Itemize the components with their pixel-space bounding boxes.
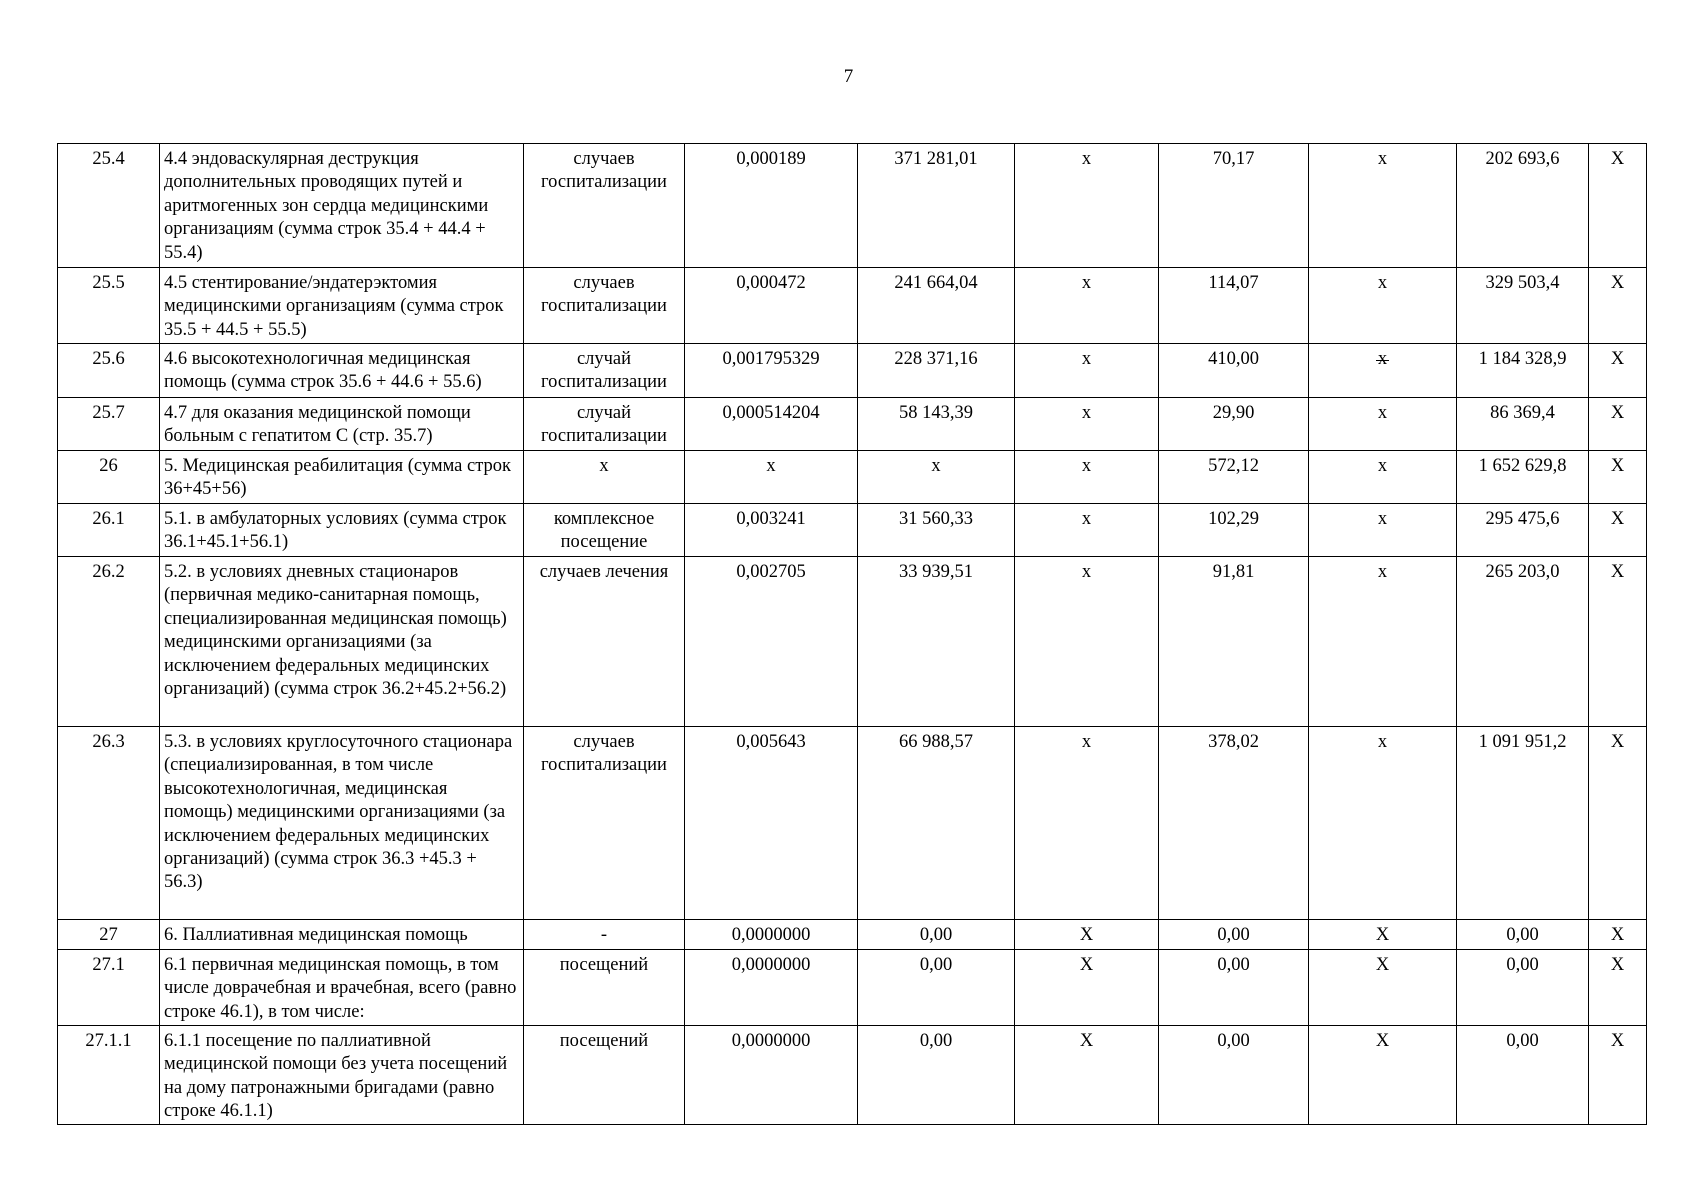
row-unit: случаев лечения (524, 557, 685, 727)
row-col8: х (1309, 557, 1457, 727)
row-col8: Х (1309, 920, 1457, 950)
row-name: 4.7 для оказания медицинской помощи больным с гепатитом С (стр. 35.7) (160, 398, 524, 451)
row-norm: х (685, 451, 858, 504)
row-col9: 0,00 (1457, 950, 1589, 1026)
row-number: 25.5 (58, 268, 160, 344)
row-col9: 265 203,0 (1457, 557, 1589, 727)
row-col7: 91,81 (1159, 557, 1309, 727)
row-col7: 410,00 (1159, 344, 1309, 398)
row-name: 6.1 первичная медицинская помощь, в том числе доврачебная и врачебная, всего (равно строке 46.1), в том числе: (160, 950, 524, 1026)
row-norm: 0,003241 (685, 504, 858, 557)
row-col6: х (1015, 398, 1159, 451)
row-norm: 0,001795329 (685, 344, 858, 398)
page-number: 7 (843, 66, 854, 87)
table-row (58, 504, 1647, 557)
row-col6: х (1015, 268, 1159, 344)
row-cost: 31 560,33 (858, 504, 1015, 557)
table-row (58, 268, 1647, 344)
row-number: 27 (58, 920, 160, 950)
row-name: 4.4 эндоваскулярная деструкция дополнительных проводящих путей и аритмогенных зон сердца медицинскими организациям (сумма строк 35.4 + 44.4 + 55.4) (160, 144, 524, 268)
table-row (58, 1026, 1647, 1125)
row-cost: х (858, 451, 1015, 504)
row-col7: 29,90 (1159, 398, 1309, 451)
row-unit: х (524, 451, 685, 504)
table-row (58, 451, 1647, 504)
struck-x-mark: х (1378, 348, 1387, 371)
row-norm: 0,0000000 (685, 1026, 858, 1125)
row-col9: 0,00 (1457, 1026, 1589, 1125)
row-name: 5.2. в условиях дневных стационаров (первичная медико-санитарная помощь, специализированная медицинская помощь) медицинскими организациями (за исключением федеральных медицинских организаций) (сумма строк 36.2+45.2+56.2) (160, 557, 524, 727)
row-norm: 0,0000000 (685, 950, 858, 1026)
row-col6: Х (1015, 1026, 1159, 1125)
row-col9: 295 475,6 (1457, 504, 1589, 557)
row-col6: х (1015, 144, 1159, 268)
row-number: 26.3 (58, 727, 160, 920)
row-col10: Х (1589, 144, 1647, 268)
row-col9: 86 369,4 (1457, 398, 1589, 451)
row-col6: х (1015, 451, 1159, 504)
row-col8: х (1309, 451, 1457, 504)
row-col7: 0,00 (1159, 950, 1309, 1026)
row-col6: х (1015, 344, 1159, 398)
row-col10: Х (1589, 1026, 1647, 1125)
row-unit: случаев госпитализации (524, 727, 685, 920)
row-unit: случай госпитализации (524, 398, 685, 451)
row-col6: Х (1015, 950, 1159, 1026)
row-unit: - (524, 920, 685, 950)
table-row (58, 950, 1647, 1026)
data-table (57, 143, 1647, 1125)
row-col8: х (1309, 268, 1457, 344)
row-cost: 33 939,51 (858, 557, 1015, 727)
row-col7: 0,00 (1159, 1026, 1309, 1125)
row-col10: Х (1589, 920, 1647, 950)
row-number: 25.6 (58, 344, 160, 398)
row-col9: 1 184 328,9 (1457, 344, 1589, 398)
row-col7: 0,00 (1159, 920, 1309, 950)
row-number: 26.2 (58, 557, 160, 727)
row-col10: Х (1589, 727, 1647, 920)
row-col8: х (1309, 504, 1457, 557)
row-col9: 1 652 629,8 (1457, 451, 1589, 504)
row-cost: 0,00 (858, 920, 1015, 950)
row-name: 5.1. в амбулаторных условиях (сумма строк 36.1+45.1+56.1) (160, 504, 524, 557)
row-number: 25.4 (58, 144, 160, 268)
table-row (58, 344, 1647, 398)
row-col10: Х (1589, 268, 1647, 344)
row-unit: посещений (524, 950, 685, 1026)
row-number: 26.1 (58, 504, 160, 557)
row-name: 6.1.1 посещение по паллиативной медицинской помощи без учета посещений на дому патронажными бригадами (равно строке 46.1.1) (160, 1026, 524, 1125)
row-col7: 114,07 (1159, 268, 1309, 344)
row-unit: комплексное посещение (524, 504, 685, 557)
row-cost: 228 371,16 (858, 344, 1015, 398)
row-name: 5. Медицинская реабилитация (сумма строк 36+45+56) (160, 451, 524, 504)
row-name: 4.5 стентирование/эндатерэктомия медицинскими организациям (сумма строк 35.5 + 44.5 + 55.5) (160, 268, 524, 344)
row-col8: х (1309, 398, 1457, 451)
row-name: 4.6 высокотехнологичная медицинская помощь (сумма строк 35.6 + 44.6 + 55.6) (160, 344, 524, 398)
row-norm: 0,0000000 (685, 920, 858, 950)
row-col10: Х (1589, 398, 1647, 451)
row-cost: 66 988,57 (858, 727, 1015, 920)
row-col7: 102,29 (1159, 504, 1309, 557)
row-cost: 241 664,04 (858, 268, 1015, 344)
row-cost: 0,00 (858, 1026, 1015, 1125)
row-col8: х (1309, 727, 1457, 920)
table-row (58, 727, 1647, 920)
row-name: 6. Паллиативная медицинская помощь (160, 920, 524, 950)
row-number: 26 (58, 451, 160, 504)
row-number: 27.1.1 (58, 1026, 160, 1125)
table-row (58, 398, 1647, 451)
row-norm: 0,002705 (685, 557, 858, 727)
row-norm: 0,000189 (685, 144, 858, 268)
row-col6: х (1015, 504, 1159, 557)
row-col6: х (1015, 727, 1159, 920)
row-unit: случай госпитализации (524, 344, 685, 398)
row-col8: х (1309, 144, 1457, 268)
row-unit: случаев госпитализации (524, 268, 685, 344)
row-col9: 1 091 951,2 (1457, 727, 1589, 920)
table-row (58, 144, 1647, 268)
row-norm: 0,005643 (685, 727, 858, 920)
row-col7: 572,12 (1159, 451, 1309, 504)
row-cost: 0,00 (858, 950, 1015, 1026)
row-col9: 329 503,4 (1457, 268, 1589, 344)
row-col8: Х (1309, 950, 1457, 1026)
row-cost: 58 143,39 (858, 398, 1015, 451)
row-cost: 371 281,01 (858, 144, 1015, 268)
row-norm: 0,000514204 (685, 398, 858, 451)
table-row (58, 920, 1647, 950)
row-unit: случаев госпитализации (524, 144, 685, 268)
row-col6: х (1015, 557, 1159, 727)
table-row (58, 557, 1647, 727)
row-col10: Х (1589, 950, 1647, 1026)
row-col10: Х (1589, 557, 1647, 727)
row-unit: посещений (524, 1026, 685, 1125)
row-col7: 378,02 (1159, 727, 1309, 920)
row-col10: Х (1589, 504, 1647, 557)
row-col10: Х (1589, 451, 1647, 504)
row-col8: Х (1309, 1026, 1457, 1125)
row-col10: Х (1589, 344, 1647, 398)
row-name: 5.3. в условиях круглосуточного стационара (специализированная, в том числе высокотехнологичная, медицинская помощь) медицинскими организациями (за исключением федеральных медицинских организаций) (сумма строк 36.3 +45.3 + 56.3) (160, 727, 524, 920)
row-number: 25.7 (58, 398, 160, 451)
row-col6: Х (1015, 920, 1159, 950)
row-number: 27.1 (58, 950, 160, 1026)
row-col8 (1309, 344, 1457, 398)
row-col9: 0,00 (1457, 920, 1589, 950)
row-col9: 202 693,6 (1457, 144, 1589, 268)
row-norm: 0,000472 (685, 268, 858, 344)
row-col7: 70,17 (1159, 144, 1309, 268)
